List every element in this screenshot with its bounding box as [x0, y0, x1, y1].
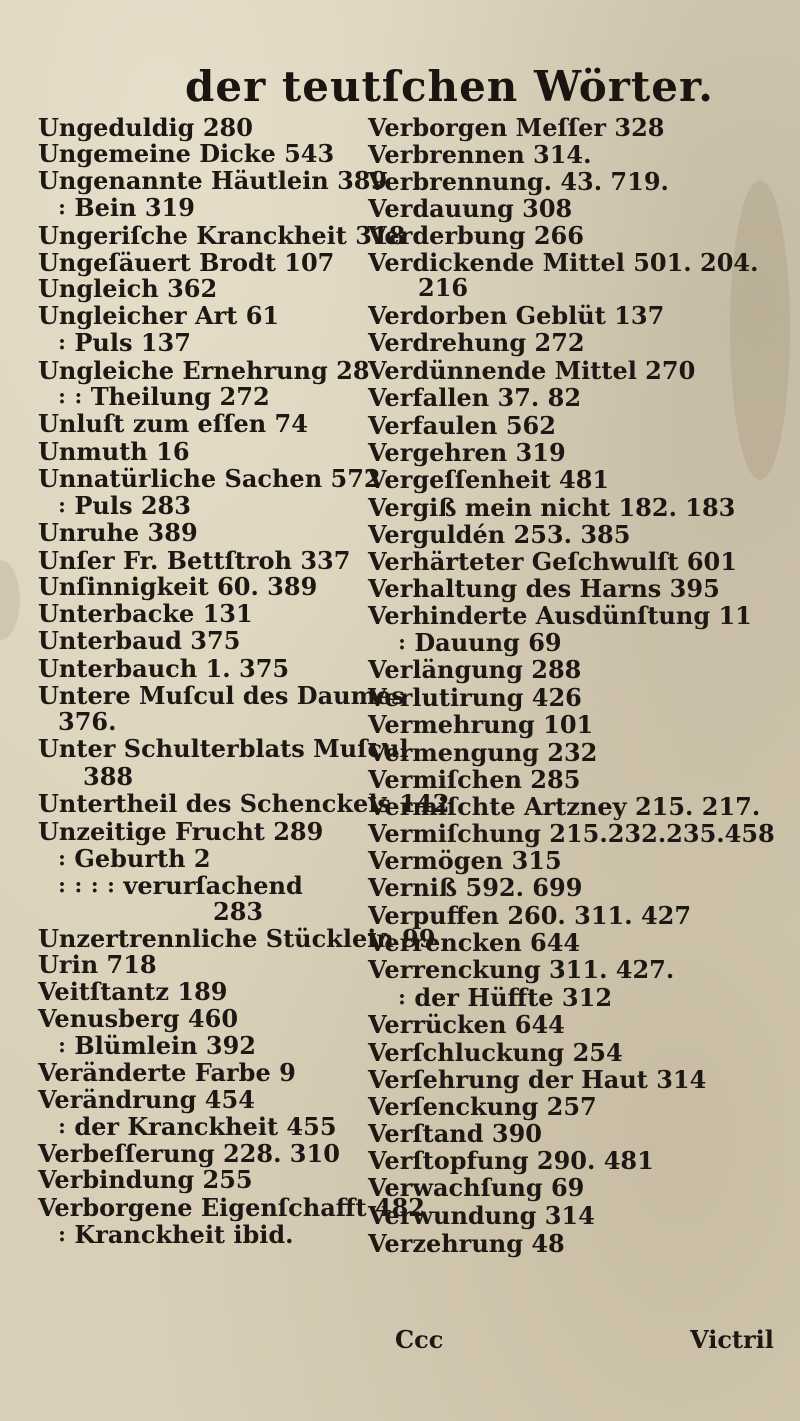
index-entry: ꞉ Dauung 69 — [398, 628, 562, 657]
index-entry: Veränderte Farbe 9 — [38, 1058, 296, 1087]
index-entry: Verborgen Meſſer 328 — [368, 113, 665, 142]
index-entry: Unmuth 16 — [38, 437, 190, 466]
index-entry: Verdorben Geblüt 137 — [368, 301, 665, 330]
index-entry: Unruhe 389 — [38, 518, 198, 547]
index-entry: Verhärteter Geſchwulſt 601 — [368, 547, 737, 576]
index-entry: 283 — [213, 897, 264, 926]
index-entry: ꞉ Puls 137 — [58, 328, 191, 357]
index-entry: Verbindung 255 — [38, 1165, 253, 1194]
index-entry: Ungleiche Ernehrung 28 — [38, 356, 370, 385]
index-entry: Unterbauch 1. 375 — [38, 654, 290, 683]
index-entry: ꞉ der Hüffte 312 — [398, 983, 613, 1012]
index-entry: Verborgene Eigenſchafft 482 — [38, 1193, 425, 1222]
index-entry: Verbrennung. 43. 719. — [368, 167, 669, 196]
index-entry: Unterbaud 375 — [38, 626, 241, 655]
index-entry: Verrencken 644 — [368, 928, 581, 957]
index-entry: Verbrennen 314. — [368, 140, 592, 169]
index-entry: Verwachſung 69 — [368, 1173, 585, 1202]
index-entry: ꞉ der Kranckheit 455 — [58, 1112, 337, 1141]
index-entry: Vergiß mein nicht 182. 183 — [368, 493, 736, 522]
index-entry: Verguldén 253. 385 — [368, 520, 631, 549]
index-entry: Untertheil des Schenckels 142 — [38, 789, 450, 818]
index-entry: Verfallen 37. 82 — [368, 383, 582, 412]
index-entry: Verhaltung des Harns 395 — [368, 574, 720, 603]
index-entry: Verdickende Mittel 501. 204. — [368, 248, 759, 277]
index-entry: Verlutirung 426 — [368, 683, 582, 712]
index-entry: Unnatürliche Sachen 572 — [38, 464, 381, 493]
index-entry: 216 — [418, 273, 469, 302]
index-entry: Verſtand 390 — [368, 1119, 542, 1148]
index-entry: Verderbung 266 — [368, 221, 584, 250]
index-entry: Verpuffen 260. 311. 427 — [368, 901, 692, 930]
index-entry: Vergeſſenheit 481 — [368, 465, 610, 494]
index-entry: ꞉ Puls 283 — [58, 491, 191, 520]
index-entry: 376. — [58, 707, 117, 736]
index-entry: Vermengung 232 — [368, 738, 598, 767]
index-entry: ꞉ ꞉ ꞉ ꞉ verurſachend — [58, 871, 303, 900]
index-entry: Vergehren 319 — [368, 438, 566, 467]
index-entry: Vermehrung 101 — [368, 710, 594, 739]
index-entry: Verdauung 308 — [368, 194, 573, 223]
index-entry: ꞉ Bein 319 — [58, 193, 195, 222]
index-entry: Verſehrung der Haut 314 — [368, 1065, 707, 1094]
index-entry: ꞉ Blümlein 392 — [58, 1031, 256, 1060]
index-entry: Unter Schulterblats Muſcul — [38, 734, 409, 763]
index-entry: Verbeſſerung 228. 310 — [38, 1139, 340, 1168]
index-entry: Unluſt zum eſſen 74 — [38, 409, 308, 438]
index-entry: Verdrehung 272 — [368, 328, 585, 357]
index-entry: Untere Muſcul des Daumes — [38, 681, 405, 710]
index-entry: Ungeduldig 280 — [38, 113, 253, 142]
index-entry: Verfaulen 562 — [368, 411, 556, 440]
index-entry: Ungleicher Art 61 — [38, 301, 280, 330]
index-entry: Unterbacke 131 — [38, 599, 253, 628]
index-entry: Verhinderte Ausdünſtung 11 — [368, 601, 752, 630]
index-entry: ꞉ ꞉ Theilung 272 — [58, 382, 270, 411]
index-entry: Unzertrennliche Stücklein 99 — [38, 924, 436, 953]
index-entry: ꞉ Geburth 2 — [58, 844, 211, 873]
index-entry: Verſenckung 257 — [368, 1092, 597, 1121]
index-entry: Ungleich 362 — [38, 274, 218, 303]
index-entry: Ungeſäuert Brodt 107 — [38, 248, 335, 277]
signature-mark: Ccc — [395, 1325, 444, 1354]
index-entry: Unſer Fr. Bettſtroh 337 — [38, 546, 351, 575]
index-entry: Vermögen 315 — [368, 846, 562, 875]
index-entry: Verſtopfung 290. 481 — [368, 1146, 654, 1175]
index-entry: 388 — [83, 762, 134, 791]
index-entry: Ungemeine Dicke 543 — [38, 139, 335, 168]
catchword: Victril — [690, 1325, 774, 1354]
index-entry: Unſinnigkeit 60. 389 — [38, 572, 318, 601]
index-entry: Verzehrung 48 — [368, 1229, 565, 1258]
paper-stain — [0, 560, 20, 640]
index-entry: Veitſtantz 189 — [38, 977, 228, 1006]
index-entry: Verſchluckung 254 — [368, 1038, 623, 1067]
index-entry: Verdünnende Mittel 270 — [368, 356, 696, 385]
index-entry: ꞉ Kranckheit ibid. — [58, 1220, 294, 1249]
index-entry: Ungeriſche Kranckheit 318 — [38, 221, 406, 250]
index-entry: Verwundung 314 — [368, 1201, 595, 1230]
index-entry: Vermiſchte Artzney 215. 217. — [368, 792, 761, 821]
index-entry: Vermiſchen 285 — [368, 765, 581, 794]
index-entry: Verändrung 454 — [38, 1085, 255, 1114]
index-entry: Urin 718 — [38, 950, 157, 979]
index-entry: Unzeitige Frucht 289 — [38, 817, 324, 846]
index-entry: Verlängung 288 — [368, 655, 582, 684]
page-header: der teutſchen Wörter. — [185, 62, 714, 111]
index-entry: Vermiſchung 215.232.235.458 — [368, 819, 775, 848]
paper-stain — [730, 180, 790, 480]
index-entry: Verrenckung 311. 427. — [368, 955, 675, 984]
index-entry: Verniß 592. 699 — [368, 873, 583, 902]
index-entry: Venusberg 460 — [38, 1004, 239, 1033]
index-entry: Ungenannte Häutlein 389 — [38, 166, 388, 195]
index-entry: Verrücken 644 — [368, 1010, 565, 1039]
